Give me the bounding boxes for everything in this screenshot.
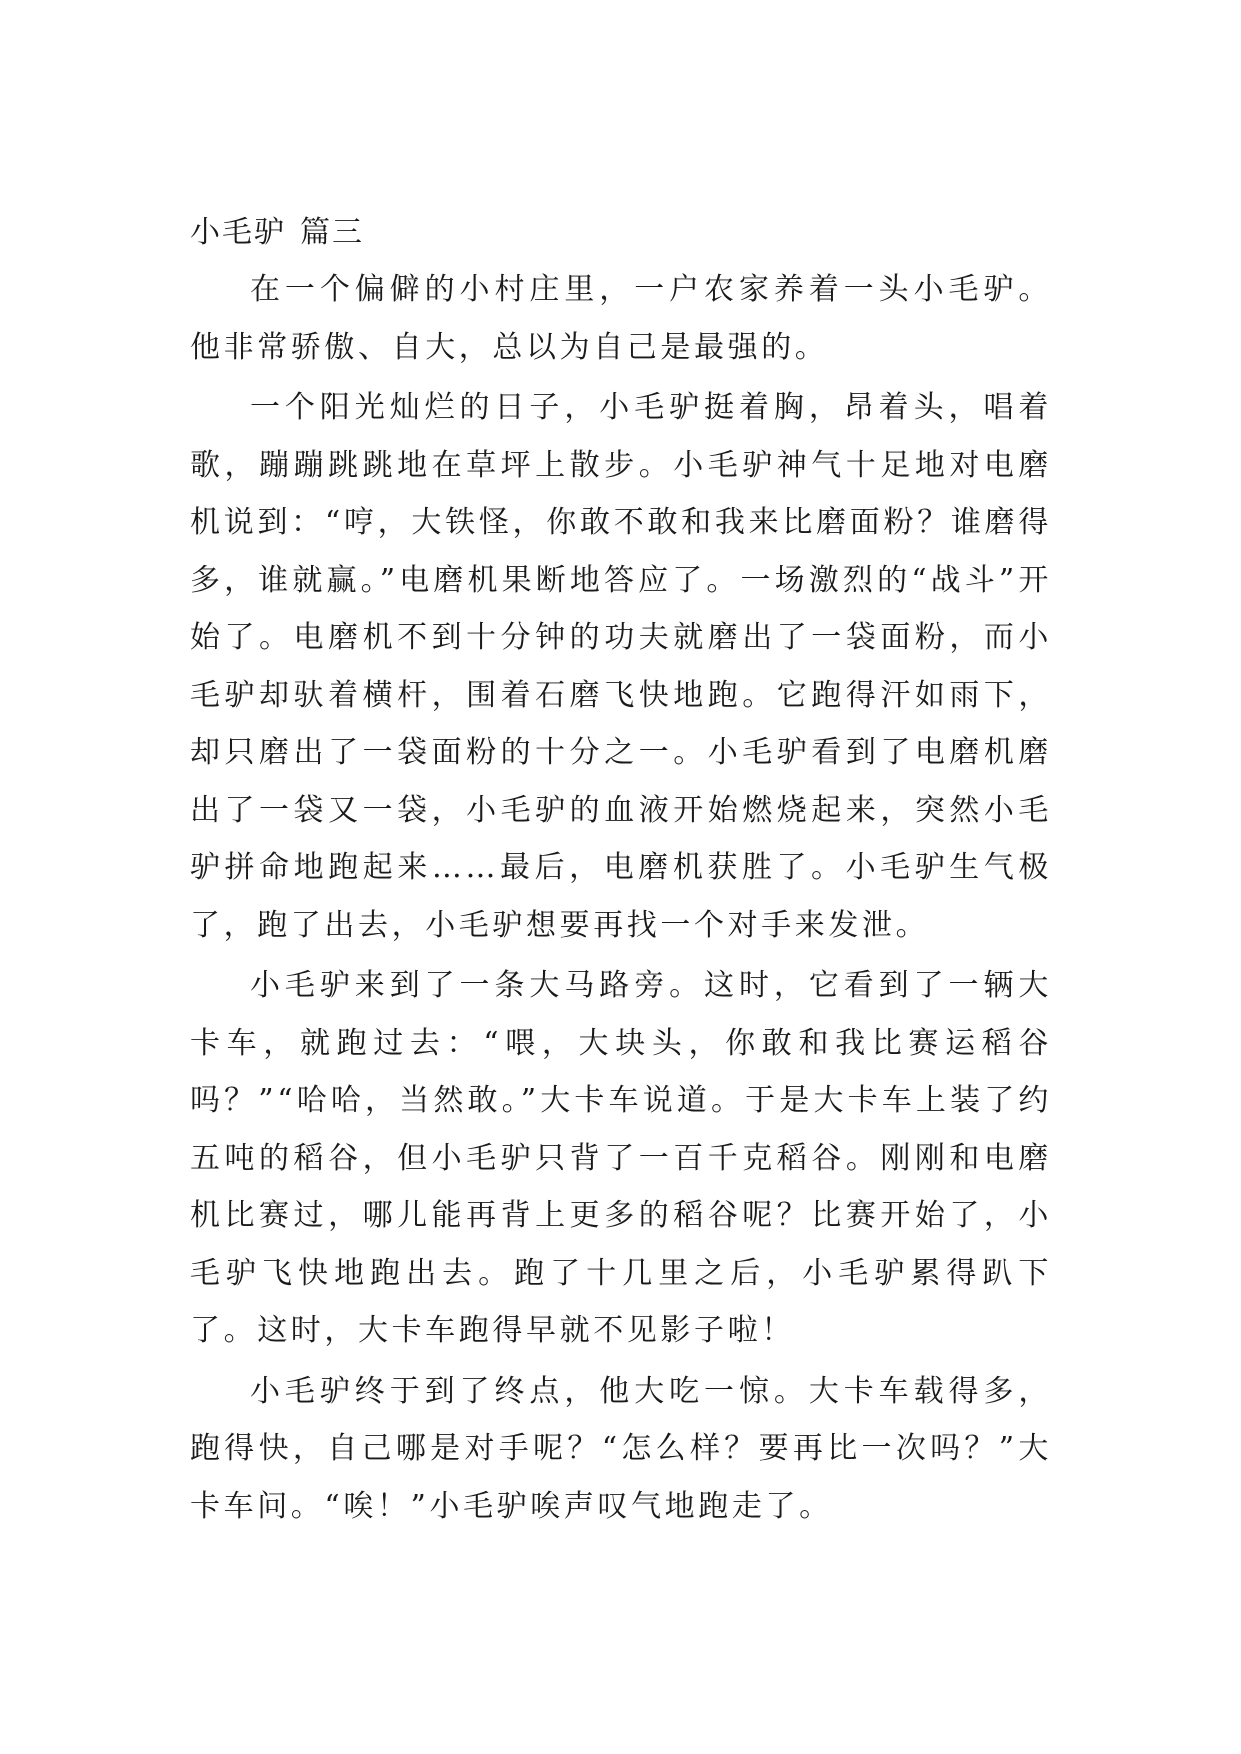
document-title: [190, 205, 1052, 261]
paragraph-3: 小毛驴来到了一条大马路旁。这时，它看到了一辆大卡车，就跑过去：“喂，大块头，你敢和我比赛运稻谷吗？”“哈哈，当然敢。”大卡车说道。于是大卡车上装了约五吨的稻谷，但小毛驴只背了一百千克稻谷。刚刚和电磨机比赛过，哪儿能再背上更多的稻谷呢？比赛开始了，小毛驴飞快地跑出去。跑了十几里之后，小毛驴累得趴下了。这时，大卡车跑得早就不见影子啦！: [190, 968, 1052, 1348]
document-body: [190, 205, 1052, 1535]
paragraph-2: 一个阳光灿烂的日子，小毛驴挺着胸，昂着头，唱着歌，蹦蹦跳跳地在草坪上散步。小毛驴神气十足地对电磨机说到：“哼，大铁怪，你敢不敢和我来比磨面粉？谁磨得多，谁就赢。”电磨机果断地答应了。一场激烈的“战斗”开始了。电磨机不到十分钟的功夫就磨出了一袋面粉，而小毛驴却驮着横杆，围着石磨飞快地跑。它跑得汗如雨下，却只磨出了一袋面粉的十分之一。小毛驴看到了电磨机磨出了一袋又一袋，小毛驴的血液开始燃烧起来，突然小毛驴拼命地跑起来……最后，电磨机获胜了。小毛驴生气极了，跑了出去，小毛驴想要再找一个对手来发泄。: [190, 390, 1052, 943]
title-text: 小毛驴: [190, 215, 286, 250]
section-label: 篇三: [300, 215, 364, 250]
paragraph-1: 在一个偏僻的小村庄里，一户农家养着一头小毛驴。他非常骄傲、自大，总以为自己是最强的。: [190, 272, 1052, 365]
paragraph-4: 小毛驴终于到了终点，他大吃一惊。大卡车载得多，跑得快，自己哪是对手呢？“怎么样？要再比一次吗？”大卡车问。“唉！”小毛驴唉声叹气地跑走了。: [190, 1373, 1052, 1524]
